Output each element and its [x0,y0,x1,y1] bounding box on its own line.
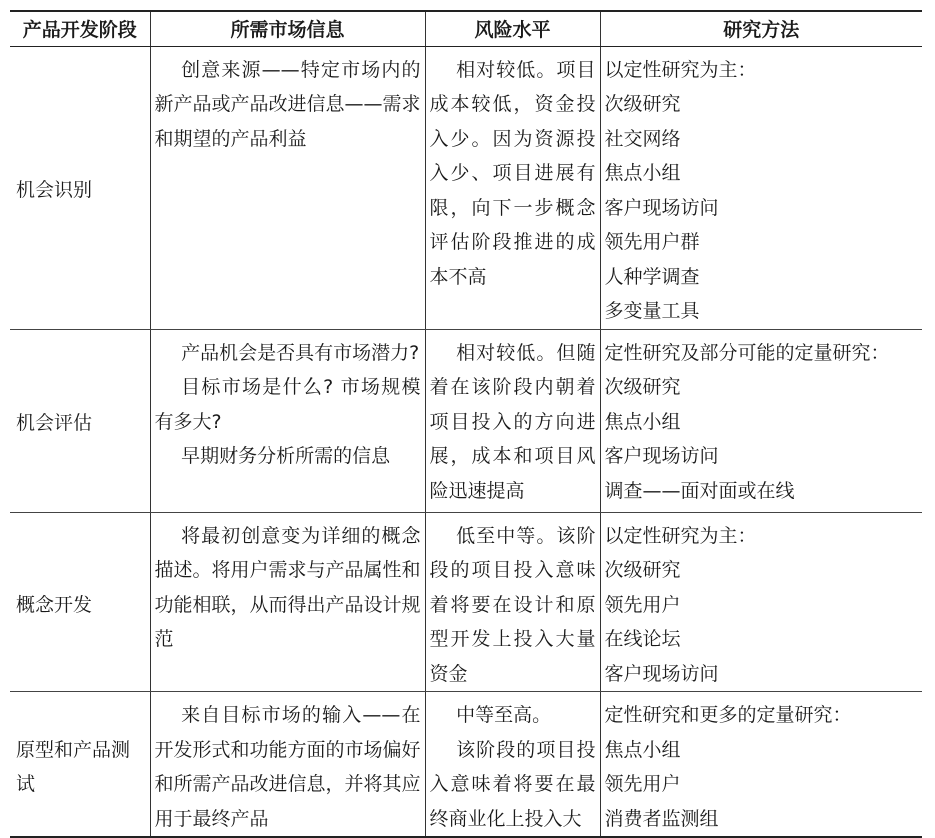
method-item: 人种学调查 [604,265,700,288]
risk-paragraph: 相对较低。但随着在该阶段内朝着项目投入的方向进展，成本和项目风险迅速提高 [429,341,596,502]
methods-cell [600,512,922,692]
method-item: 消费者监测组 [604,807,719,830]
methods-cell [600,46,922,329]
risk-paragraph: 低至中等。该阶段的项目投入意味着将要在设计和原型开发上投入大量资金 [429,524,596,685]
method-item: 社交网络 [604,127,681,150]
method-item: 定性研究和更多的定量研究： [604,704,852,726]
method-item: 以定性研究为主： [604,58,757,81]
stage-cell: 原型和产品测试 [10,692,150,838]
method-item: 以定性研究为主： [604,524,757,547]
risk-paragraph: 相对较低。项目成本较低，资金投入少。因为资源投入少、项目进展有限，向下一步概念评估阶段推进的成本不高 [429,58,596,288]
market-research-table [10,10,922,838]
method-item: 客户现场访问 [604,662,719,685]
risk-cell [425,46,600,329]
info-paragraph: 产品机会是否具有市场潜力? [181,341,420,364]
method-item: 焦点小组 [604,410,681,433]
table-row [10,46,922,329]
info-paragraph: 将最初创意变为详细的概念描述。将用户需求与产品属性和功能相联，从而得出产品设计规范 [154,524,421,650]
stage-cell: 机会识别 [10,46,150,329]
header-market-info: 所需市场信息 [150,11,425,46]
info-cell [150,692,425,838]
method-item: 领先用户 [604,593,681,616]
header-stage: 产品开发阶段 [10,11,150,46]
risk-cell [425,692,600,838]
methods-cell [600,329,922,512]
risk-paragraph: 中等至高。 [456,704,552,726]
header-risk-level: 风险水平 [425,11,600,46]
info-paragraph: 早期财务分析所需的信息 [181,445,391,467]
method-item: 焦点小组 [604,738,681,761]
header-research-methods: 研究方法 [600,11,922,46]
method-item: 多变量工具 [604,300,700,322]
method-item: 在线论坛 [604,628,681,650]
stage-cell: 概念开发 [10,512,150,692]
method-item: 次级研究 [604,559,681,581]
method-item: 次级研究 [604,93,681,115]
info-paragraph: 来自目标市场的输入——在开发形式和功能方面的市场偏好和所需产品改进信息，并将其应用于最终产品 [154,704,421,830]
method-item: 领先用户群 [604,231,700,253]
method-item: 调查——面对面或在线 [604,479,795,502]
method-item: 次级研究 [604,376,681,398]
risk-cell [425,329,600,512]
table-header-row [10,11,922,46]
risk-paragraph: 该阶段的项目投入意味着将要在最终商业化上投入大 [429,738,596,830]
method-item: 焦点小组 [604,162,681,184]
table-row [10,329,922,512]
info-cell [150,512,425,692]
table-row [10,692,922,838]
method-item: 客户现场访问 [604,196,719,219]
methods-cell [600,692,922,838]
info-paragraph: 目标市场是什么? 市场规模有多大? [154,376,421,433]
method-item: 客户现场访问 [604,445,719,467]
info-cell [150,46,425,329]
method-item: 领先用户 [604,773,681,795]
info-paragraph: 创意来源——特定市场内的新产品或产品改进信息——需求和期望的产品利益 [154,58,421,150]
risk-cell [425,512,600,692]
stage-cell: 机会评估 [10,329,150,512]
table-row [10,512,922,692]
info-cell [150,329,425,512]
method-item: 定性研究及部分可能的定量研究： [604,341,890,364]
